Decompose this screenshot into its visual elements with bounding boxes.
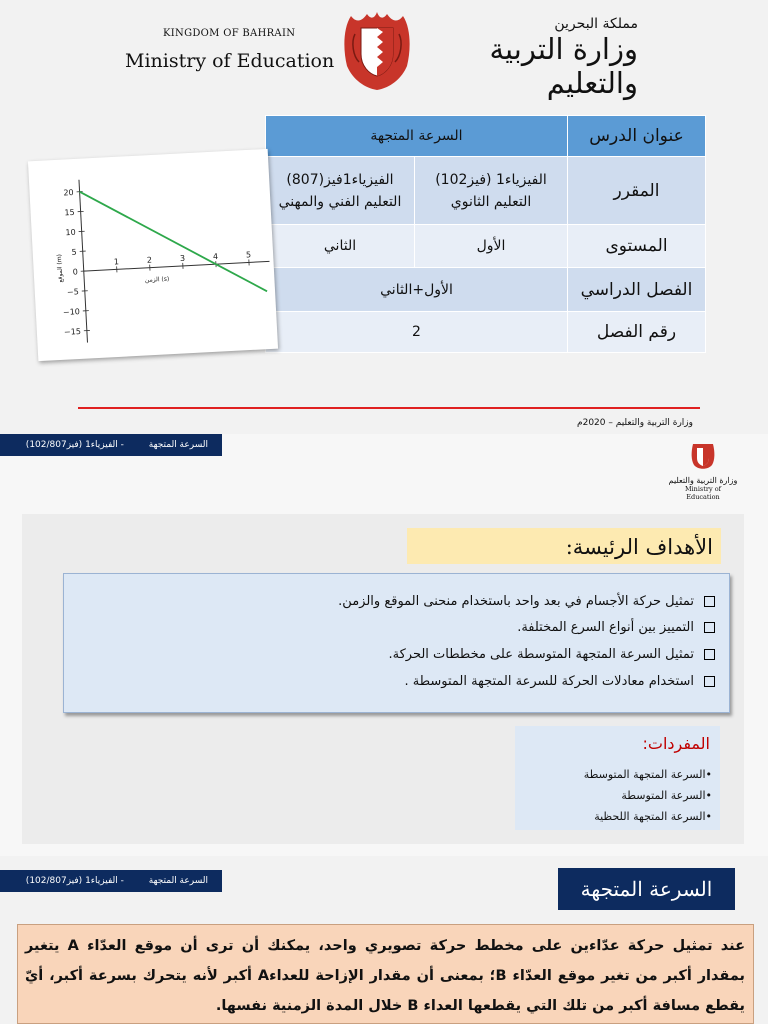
- explanation-text: عند تمثيل حركة عدّاءين على مخطط حركة تصويري واحد، يمكنك أن ترى أن موقع العدّاء A يتغير بمقدار أكبر من تغير موقع العدّاء B؛ بمعنى أن مقدار الإزاحة للعداءA أكبر لأنه يتحرك بسرعة أكبر، أيّ يقطع مسافة أكبر من تلك التي يقطعها العداء B خلال المدة الزمنية نفسها.: [25, 938, 745, 1014]
- y-tick-label: −5: [66, 287, 80, 297]
- goal-text: تمثيل حركة الأجسام في بعد واحد باستخدام منحنى الموقع والزمن.: [338, 594, 694, 609]
- y-tick-label: 20: [63, 188, 74, 198]
- label-course: - الفيزياء1 (فيز102/807): [25, 440, 124, 450]
- goal-text: استخدام معادلات الحركة للسرعة المتجهة المتوسطة .: [404, 674, 694, 689]
- course-b-name: الفيزياء1فيز(807): [286, 171, 394, 188]
- checkbox-icon: [704, 649, 715, 660]
- goal-item: [338, 594, 715, 609]
- ministry-name-en: Ministry of Education: [125, 50, 335, 72]
- course-a-name: الفيزياء1 (فيز102): [435, 171, 547, 188]
- label-lesson: السرعة المتجهة: [148, 876, 208, 886]
- vocabulary-title: المفردات:: [642, 734, 710, 753]
- vocab-item: •السرعة المتوسطة: [621, 789, 712, 802]
- x-axis: [84, 261, 270, 271]
- goal-item: [517, 620, 715, 635]
- x-tick-label: 5: [245, 250, 252, 260]
- level-label: المستوى: [568, 225, 706, 268]
- x-tick-label: 4: [212, 252, 219, 262]
- level-b: الثاني: [266, 225, 415, 268]
- course-label: المقرر: [568, 157, 706, 225]
- ministry-name-ar: [428, 16, 638, 100]
- title-slide: [0, 0, 768, 430]
- lesson-title-value: السرعة المتجهة: [266, 116, 568, 157]
- vocab-item: •السرعة المتجهة المتوسطة: [583, 768, 712, 781]
- level-a: الأول: [415, 225, 568, 268]
- label-lesson: السرعة المتجهة: [148, 440, 208, 450]
- y-tick-label: −15: [63, 326, 82, 337]
- goal-text: تمثيل السرعة المتجهة المتوسطة على مخططات الحركة.: [388, 647, 694, 662]
- kingdom-label: KINGDOM OF BAHRAIN: [163, 28, 296, 39]
- goal-item: [388, 647, 715, 662]
- x-tick-label: 2: [146, 255, 153, 265]
- ministry-logo-small: [668, 442, 738, 500]
- checkbox-icon: [704, 622, 715, 633]
- semester-label: الفصل الدراسي: [568, 268, 706, 312]
- vocabulary-box: [515, 726, 720, 830]
- goal-item: [404, 674, 715, 689]
- lesson-info-table: [265, 115, 706, 353]
- explanation-box: [17, 924, 754, 1024]
- y-tick-label: 0: [72, 267, 79, 277]
- course-a-track: التعليم الثانوي: [450, 193, 532, 210]
- x-tick-label: 1: [113, 257, 120, 267]
- divider-line: [78, 407, 700, 409]
- x-axis-label: الزمن (s): [144, 275, 170, 284]
- section-title: السرعة المتجهة: [558, 868, 735, 910]
- logo-small-en: Ministry of Education: [684, 485, 722, 501]
- course-a-cell: [415, 157, 568, 225]
- y-axis: [79, 180, 88, 343]
- bahrain-emblem-small-icon: [690, 442, 716, 472]
- checkbox-icon: [704, 676, 715, 687]
- ministry-title-ar: وزارة التربية والتعليم: [489, 32, 638, 100]
- slide-course-label: [0, 434, 222, 456]
- y-tick-label: 10: [65, 227, 76, 238]
- logo-small-ar: وزارة التربية والتعليم: [668, 476, 738, 485]
- position-line: [80, 182, 267, 301]
- slide-course-label: [0, 870, 222, 892]
- course-b-cell: [266, 157, 415, 225]
- position-time-graph: [28, 149, 278, 361]
- footer-text: وزارة التربية والتعليم – 2020م: [577, 418, 693, 428]
- chapter-label: رقم الفصل: [568, 312, 706, 353]
- course-b-track: التعليم الفني والمهني: [278, 193, 402, 210]
- y-tick-label: −10: [62, 307, 81, 317]
- goals-list: [63, 573, 730, 713]
- y-axis-label: الموقع (m): [55, 253, 65, 283]
- goal-text: التمييز بين أنواع السرع المختلفة.: [517, 620, 694, 635]
- label-course: - الفيزياء1 (فيز102/807): [25, 876, 124, 886]
- lesson-title-label: عنوان الدرس: [568, 116, 706, 157]
- y-tick-label: 5: [71, 247, 77, 257]
- x-tick-label: 3: [179, 253, 186, 264]
- y-tick-label: 15: [64, 207, 75, 218]
- semester-value: الأول+الثاني: [266, 268, 568, 312]
- position-time-graph-card: [28, 149, 278, 361]
- kingdom-label-ar: مملكة البحرين: [554, 16, 638, 32]
- vocab-item: •السرعة المتجهة اللحظية: [594, 810, 712, 823]
- checkbox-icon: [704, 596, 715, 607]
- goals-title: الأهداف الرئيسة:: [407, 528, 721, 564]
- bahrain-emblem-icon: [341, 10, 413, 92]
- chapter-value: 2: [266, 312, 568, 353]
